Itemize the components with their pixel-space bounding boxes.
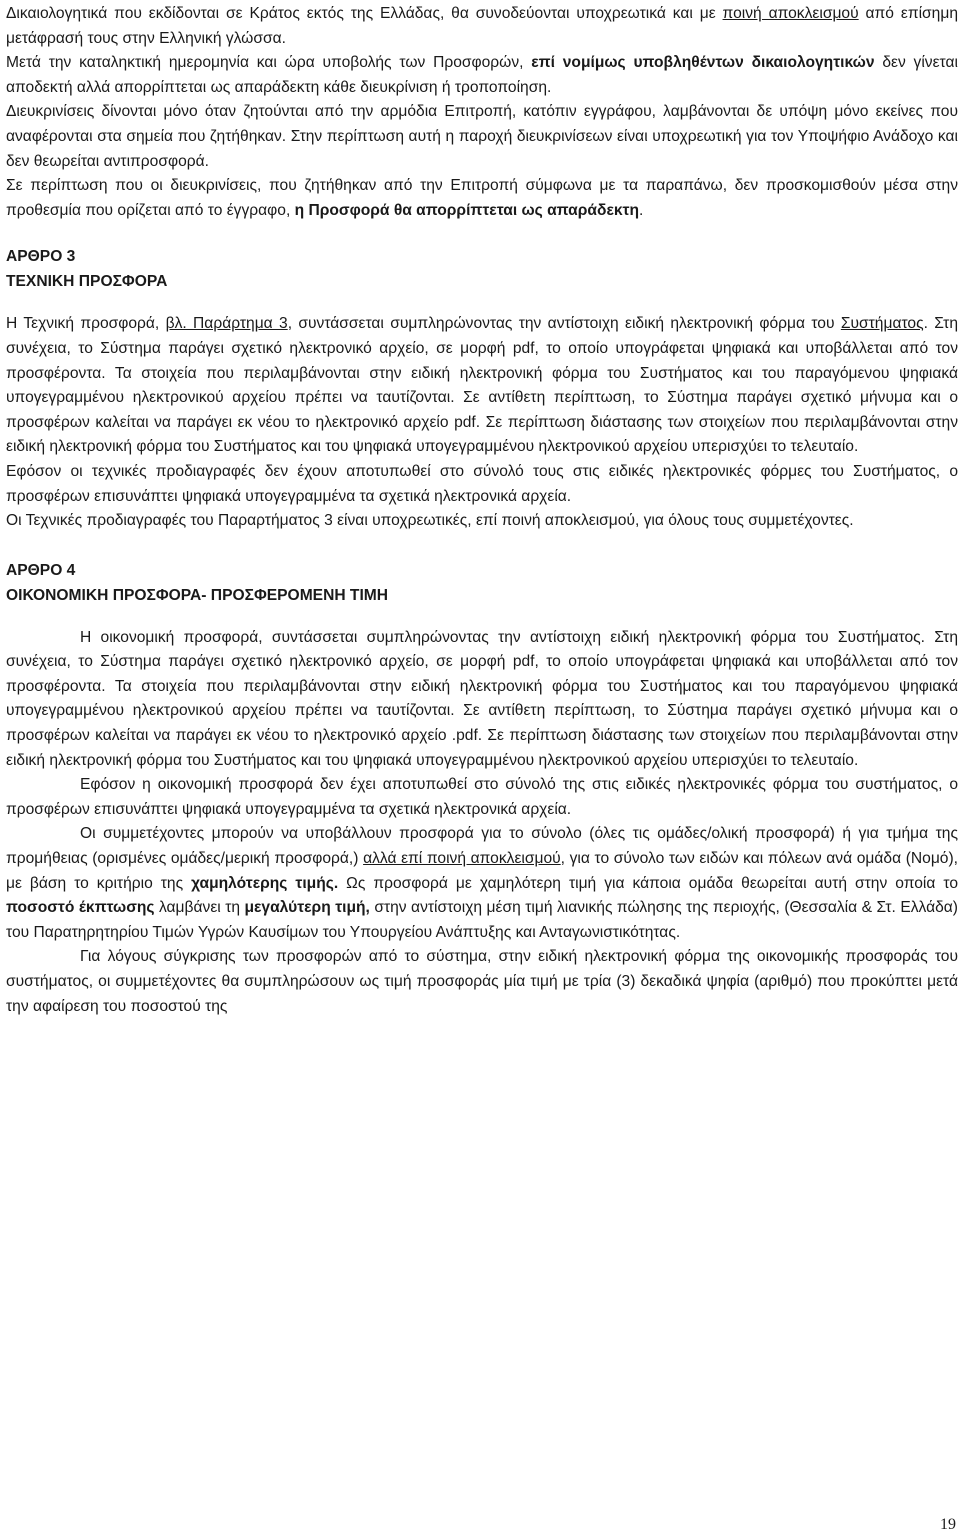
underlined-text: βλ. Παράρτημα 3 [165,315,288,333]
spacer [6,534,958,558]
spacer [6,223,958,244]
bold-text: η Προσφορά θα απορρίπτεται ως απαράδεκτη [294,201,640,219]
paragraph-technical-specs-mandatory: Οι Τεχνικές προδιαγραφές του Παραρτήματος 3 είναι υποχρεωτικές, επί ποινή αποκλεισμού, για όλους τους συμμετέχοντες. [6,512,854,530]
article-4-title: ΟΙΚΟΝΟΜΙΚΗ ΠΡΟΣΦΟΡΑ- ΠΡΟΣΦΕΡΟΜΕΝΗ ΤΙΜΗ [6,586,389,604]
paragraph-financial-offer: Η οικονομική προσφορά, συντάσσεται συμπληρώνοντας την αντίστοιχη ειδική ηλεκτρονική φόρμα του Συστήματος. Στη συνέχεια, το Σύστημα παράγει σχετικό ηλεκτρονικό αρχείο, σε μορφή pdf, το οποίο υπογράφεται ψηφιακά και υποβάλλεται από τον προσφέροντα. Τα στοιχεία που περιλαμβάνονται στην ειδική ηλεκτρονική φόρμα του Συστήματος και του παραγόμενου ψηφιακά υπογεγραμμένου ηλεκτρονικού αρχείου πρέπει να ταυτίζονται. Σε αντίθετη περίπτωση, το Σύστημα παράγει σχετικό μήνυμα και ο προσφέρων καλείται να παράγει εκ νέου το ηλεκτρονικό αρχείο .pdf. Σε περίπτωση διάστασης των στοιχείων που περιλαμβάνονται στην ειδική ηλεκτρονική φόρμα του Συστήματος και του ψηφιακά υπογεγραμμένου ηλεκτρονικού αρχείου υπερισχύει το τελευταίο. [6,628,958,769]
bold-text: χαμηλότερης τιμής. [191,874,339,892]
spacer [6,608,958,626]
article-4-number: ΑΡΘΡΟ 4 [6,561,76,579]
paragraph-financial-offer-attach: Εφόσον η οικονομική προσφορά δεν έχει αποτυπωθεί στο σύνολό της στις ειδικές ηλεκτρονικές φόρμα του συστήματος, ο προσφέρων επισυνάπτει ψηφιακά υπογεγραμμένα τα σχετικά ηλεκτρονικά αρχεία. [6,776,958,818]
paragraph-foreign-documents: Δικαιολογητικά που εκδίδονται σε Κράτος εκτός της Ελλάδας, θα συνοδεύονται υποχρεωτικά και με ποινή αποκλεισμού από επίσημη μετάφρασή τους στην Ελληνική γλώσσα. [6,5,958,47]
paragraph-comparison: Για λόγους σύγκρισης των προσφορών από το σύστημα, στην ειδική ηλεκτρονική φόρμα της οικονομικής προσφοράς του συστήματος, οι συμμετέχοντες θα συμπληρώσουν ως τιμή προσφοράς μία τιμή με τρία (3) δεκαδικά ψηφία (αριθμό) που προκύπτει μετά την αφαίρεση του ποσοστού της [6,948,958,1015]
paragraph-technical-offer: Η Τεχνική προσφορά, βλ. Παράρτημα 3, συντάσσεται συμπληρώνοντας την αντίστοιχη ειδική ηλεκτρονική φόρμα του Συστήματος. Στη συνέχεια, το Σύστημα παράγει σχετικό ηλεκτρονικό αρχείο, σε μορφή pdf, το οποίο υπογράφεται ψηφιακά και υποβάλλεται από τον προσφέροντα. Τα στοιχεία που περιλαμβάνονται στην ειδική ηλεκτρονική φόρμα του Συστήματος και του παραγόμενου ψηφιακά υπογεγραμμένου ηλεκτρονικού αρχείου πρέπει να ταυτίζονται. Σε αντίθετη περίπτωση, το Σύστημα παράγει σχετικό μήνυμα και ο προσφέρων καλείται να παράγει εκ νέου το ηλεκτρονικό αρχείο pdf. Σε περίπτωση διάστασης των στοιχείων που περιλαμβάνονται στην ειδική ηλεκτρονική φόρμα του Συστήματος και του ψηφιακά υπογεγραμμένου ηλεκτρονικού αρχείου υπερισχύει το τελευταίο. [6,315,959,456]
document-page [6,2,958,1019]
article-3-title: ΤΕΧΝΙΚΗ ΠΡΟΣΦΟΡΑ [6,273,168,291]
underlined-text: ποινή αποκλεισμού [722,5,859,22]
paragraph-after-deadline: Μετά την καταληκτική ημερομηνία και ώρα υποβολής των Προσφορών, επί νομίμως υποβληθέντων δικαιολογητικών δεν γίνεται αποδεκτή αλλά απορρίπτεται ως απαράδεκτη κάθε διευκρίνιση ή τροποποίηση. [6,54,958,96]
paragraph-technical-specs-attach: Εφόσον οι τεχνικές προδιαγραφές δεν έχουν αποτυπωθεί στο σύνολό τους στις ειδικές ηλεκτρονικές φόρμες του Συστήματος, ο προσφέρων επισυνάπτει ψηφιακά υπογεγραμμένα τα σχετικά ηλεκτρονικά αρχεία. [6,462,958,505]
bold-text: ποσοστό έκπτωσης [6,899,155,917]
paragraph-participants-offer: Οι συμμετέχοντες μπορούν να υποβάλλουν προσφορά για το σύνολο (όλες τις ομάδες/ολική προσφορά) ή για τμήμα της προμήθειας (ορισμένες ομάδες/μερική προσφορά,) αλλά επί ποινή αποκλεισμού, για το σύνολο των ειδών και πόλεων ανά ομάδα (Νομό), με βάση το κριτήριο της χαμηλότερης τιμής. Ως προσφορά με χαμηλότερη τιμή για κάποια ομάδα θεωρείται αυτή στην οποία το ποσοστό έκπτωσης λαμβάνει τη μεγαλύτερη τιμή, στην αντίστοιχη μέση τιμή λιανικής πώλησης της περιοχής, (Θεσσαλία & Στ. Ελλάδα) του Παρατηρητηρίου Τιμών Υγρών Καυσίμων του Υπουργείου Ανάπτυξης και Ανταγωνιστικότητας. [6,825,959,941]
paragraph-clarifications-not-submitted: Σε περίπτωση που οι διευκρινίσεις, που ζητήθηκαν από την Επιτροπή σύμφωνα με τα παραπάνω, δεν προσκομισθούν μέσα στην προθεσμία που ορίζεται από το έγγραφο, η Προσφορά θα απορρίπτεται ως απαράδεκτη. [6,177,958,219]
bold-text: μεγαλύτερη τιμή, [244,899,370,917]
paragraph-clarifications: Διευκρινίσεις δίνονται μόνο όταν ζητούνται από την αρμόδια Επιτροπή, κατόπιν εγγράφου, λαμβάνονται δε υπόψη μόνο εκείνες που αναφέρονται στα σημεία που ζητήθηκαν. Στην περίπτωση αυτή η παροχή διευκρινίσεων είναι υποχρεωτική για τον Υποψήφιο Ανάδοχο και δεν θεωρείται αντιπροσφορά. [6,103,958,170]
article-3-number: ΑΡΘΡΟ 3 [6,248,76,266]
underlined-text: αλλά επί ποινή αποκλεισμού [363,850,561,868]
bold-text: επί νομίμως υποβληθέντων δικαιολογητικών [531,54,875,72]
page-number: 19 [940,1516,956,1533]
underlined-text: Συστήματος [840,315,924,333]
spacer [6,294,958,312]
